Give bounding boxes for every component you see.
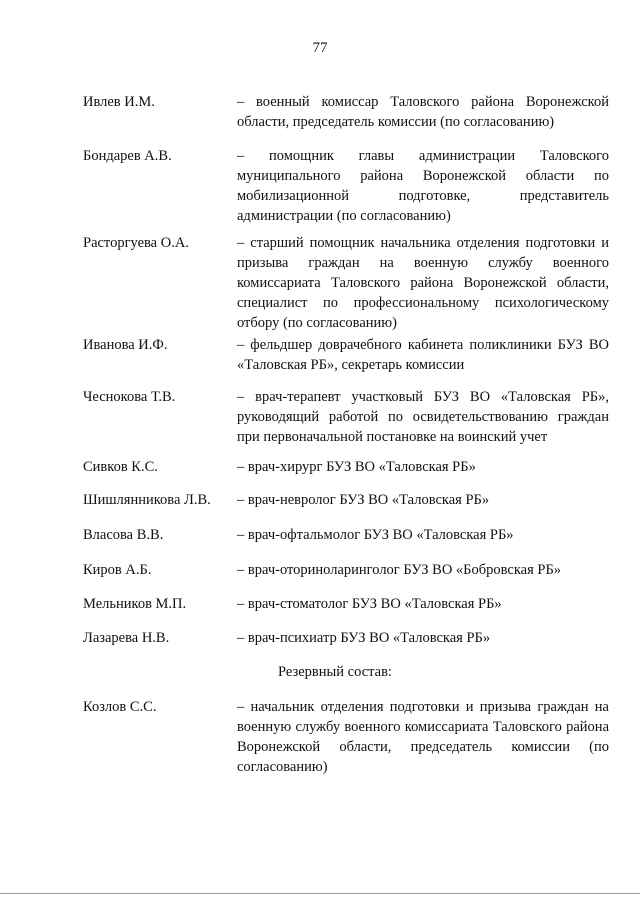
member-role: – врач-психиатр БУЗ ВО «Таловская РБ» bbox=[237, 630, 491, 646]
member-name: Чеснокова Т.В. bbox=[83, 389, 176, 405]
member-role: – старший помощник начальника отделения подготовки и призыва граждан на военную службу военного комиссариата Таловского района Воронежской области, специалист по профессиональному психологическому отбору (по согласованию) bbox=[237, 235, 609, 331]
member-name: Иванова И.Ф. bbox=[83, 337, 168, 353]
member-name: Лазарева Н.В. bbox=[83, 630, 170, 646]
member-name: Киров А.Б. bbox=[83, 562, 152, 578]
member-role: – врач-невролог БУЗ ВО «Таловская РБ» bbox=[237, 492, 490, 508]
member-name: Козлов С.С. bbox=[83, 699, 157, 715]
member-role: – врач-оториноларинголог БУЗ ВО «Бобровская РБ» bbox=[237, 562, 562, 578]
member-role: – помощник главы администрации Таловского муниципального района Воронежской области по мобилизационной подготовке, представитель администрации (по согласованию) bbox=[237, 148, 609, 224]
member-name: Бондарев А.В. bbox=[83, 148, 172, 164]
member-name: Ивлев И.М. bbox=[83, 94, 155, 110]
member-role: – врач-стоматолог БУЗ ВО «Таловская РБ» bbox=[237, 596, 502, 612]
member-role: – врач-офтальмолог БУЗ ВО «Таловская РБ» bbox=[237, 527, 514, 543]
member-role: – врач-терапевт участковый БУЗ ВО «Таловская РБ», руководящий работой по освидетельствованию граждан при первоначальной постановке на воинский учет bbox=[237, 389, 609, 445]
member-role: – военный комиссар Таловского района Воронежской области, председатель комиссии (по согласованию) bbox=[237, 94, 609, 130]
member-name: Власова В.В. bbox=[83, 527, 164, 543]
page-number: 77 bbox=[312, 40, 328, 56]
bottom-divider bbox=[0, 893, 640, 894]
member-role: – начальник отделения подготовки и призыва граждан на военную службу военного комиссариата Таловского района Воронежской области, председатель комиссии (по согласованию) bbox=[237, 699, 609, 775]
member-name: Сивков К.С. bbox=[83, 459, 158, 475]
member-name: Шишлянникова Л.В. bbox=[83, 492, 211, 508]
member-name: Мельников М.П. bbox=[83, 596, 187, 612]
member-name: Расторгуева О.А. bbox=[83, 235, 189, 251]
member-role: – фельдшер доврачебного кабинета поликлиники БУЗ ВО «Таловская РБ», секретарь комиссии bbox=[237, 337, 609, 373]
member-role: – врач-хирург БУЗ ВО «Таловская РБ» bbox=[237, 459, 476, 475]
reserve-heading: Резервный состав: bbox=[278, 664, 392, 680]
